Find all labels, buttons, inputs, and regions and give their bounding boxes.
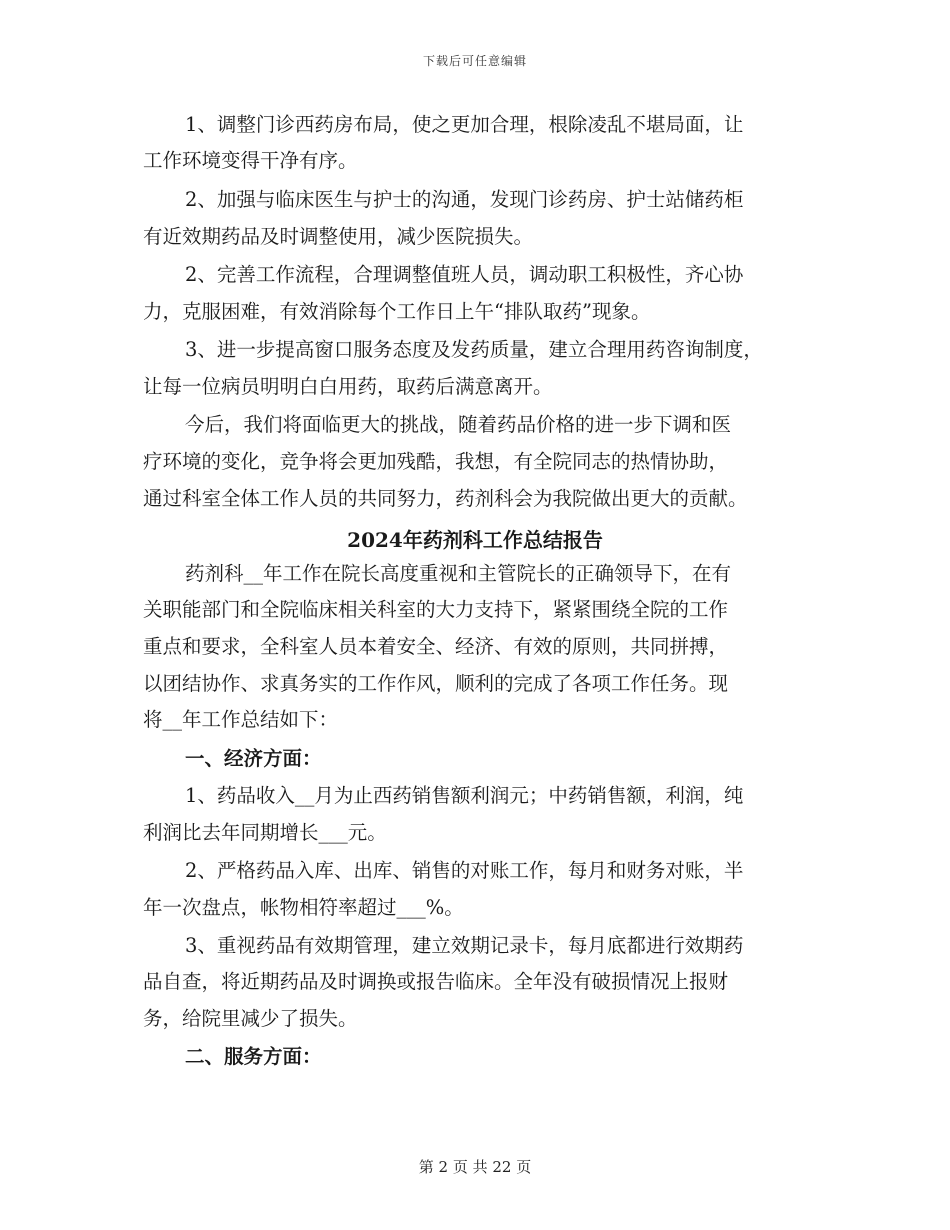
text-line: 让每一位病员明明白白用药，取药后满意离开。 (143, 375, 553, 398)
text-line: 通过科室全体工作人员的共同努力，药剂科会为我院做出更大的贡献。 (143, 487, 748, 510)
text-line: 有近效期药品及时调整使用，减少医院损失。 (143, 225, 534, 248)
text-line: 将__年工作总结如下： (143, 708, 339, 731)
text-line: 3、进一步提高窗口服务态度及发药质量，建立合理用药咨询制度， (185, 338, 763, 361)
text-line: 利润比去年同期增长___元。 (143, 821, 387, 844)
text-line: 以团结协作、求真务实的工作作风，顺利的完成了各项工作任务。现 (143, 672, 729, 695)
page-header: 下载后可任意编辑 (422, 54, 527, 68)
text-line: 1、药品收入__月为止西药销售额利润元；中药销售额，利润，纯 (185, 784, 744, 807)
text-line: 药剂科__年工作在院长高度重视和主管院长的正确领导下，在有 (185, 562, 732, 585)
text-line: 1、调整门诊西药房布局，使之更加合理，根除凌乱不堪局面，让 (185, 113, 744, 136)
section-heading: 一、经济方面： (185, 747, 322, 770)
text-line: 工作环境变得干净有序。 (143, 149, 358, 172)
text-line: 3、重视药品有效期管理，建立效期记录卡，每月底都进行效期药 (185, 934, 744, 957)
section-heading: 二、服务方面： (185, 1045, 322, 1068)
text-line: 关职能部门和全院临床相关科室的大力支持下，紧紧围绕全院的工作 (143, 598, 729, 621)
text-line: 疗环境的变化，竞争将会更加残酷，我想，有全院同志的热情协助， (143, 450, 729, 473)
text-line: 年一次盘点，帐物相符率超过___%。 (143, 896, 464, 919)
page-footer: 第 2 页 共 22 页 (418, 1158, 532, 1176)
text-line: 2、严格药品入库、出库、销售的对账工作，每月和财务对账，半 (185, 859, 744, 882)
text-line: 力，克服困难，有效消除每个工作日上午“排队取药”现象。 (143, 300, 651, 323)
document-title: 2024年药剂科工作总结报告 (347, 528, 603, 552)
text-line: 品自查，将近期药品及时调换或报告临床。全年没有破损情况上报财 (143, 970, 729, 993)
text-line: 2、完善工作流程，合理调整值班人员，调动职工积极性，齐心协 (185, 263, 744, 286)
text-line: 2、加强与临床医生与护士的沟通，发现门诊药房、护士站储药柜 (185, 188, 744, 211)
text-line: 务，给院里减少了损失。 (143, 1007, 358, 1030)
text-line: 今后，我们将面临更大的挑战，随着药品价格的进一步下调和医 (185, 413, 732, 436)
text-line: 重点和要求，全科室人员本着安全、经济、有效的原则，共同拼搏， (143, 635, 729, 658)
